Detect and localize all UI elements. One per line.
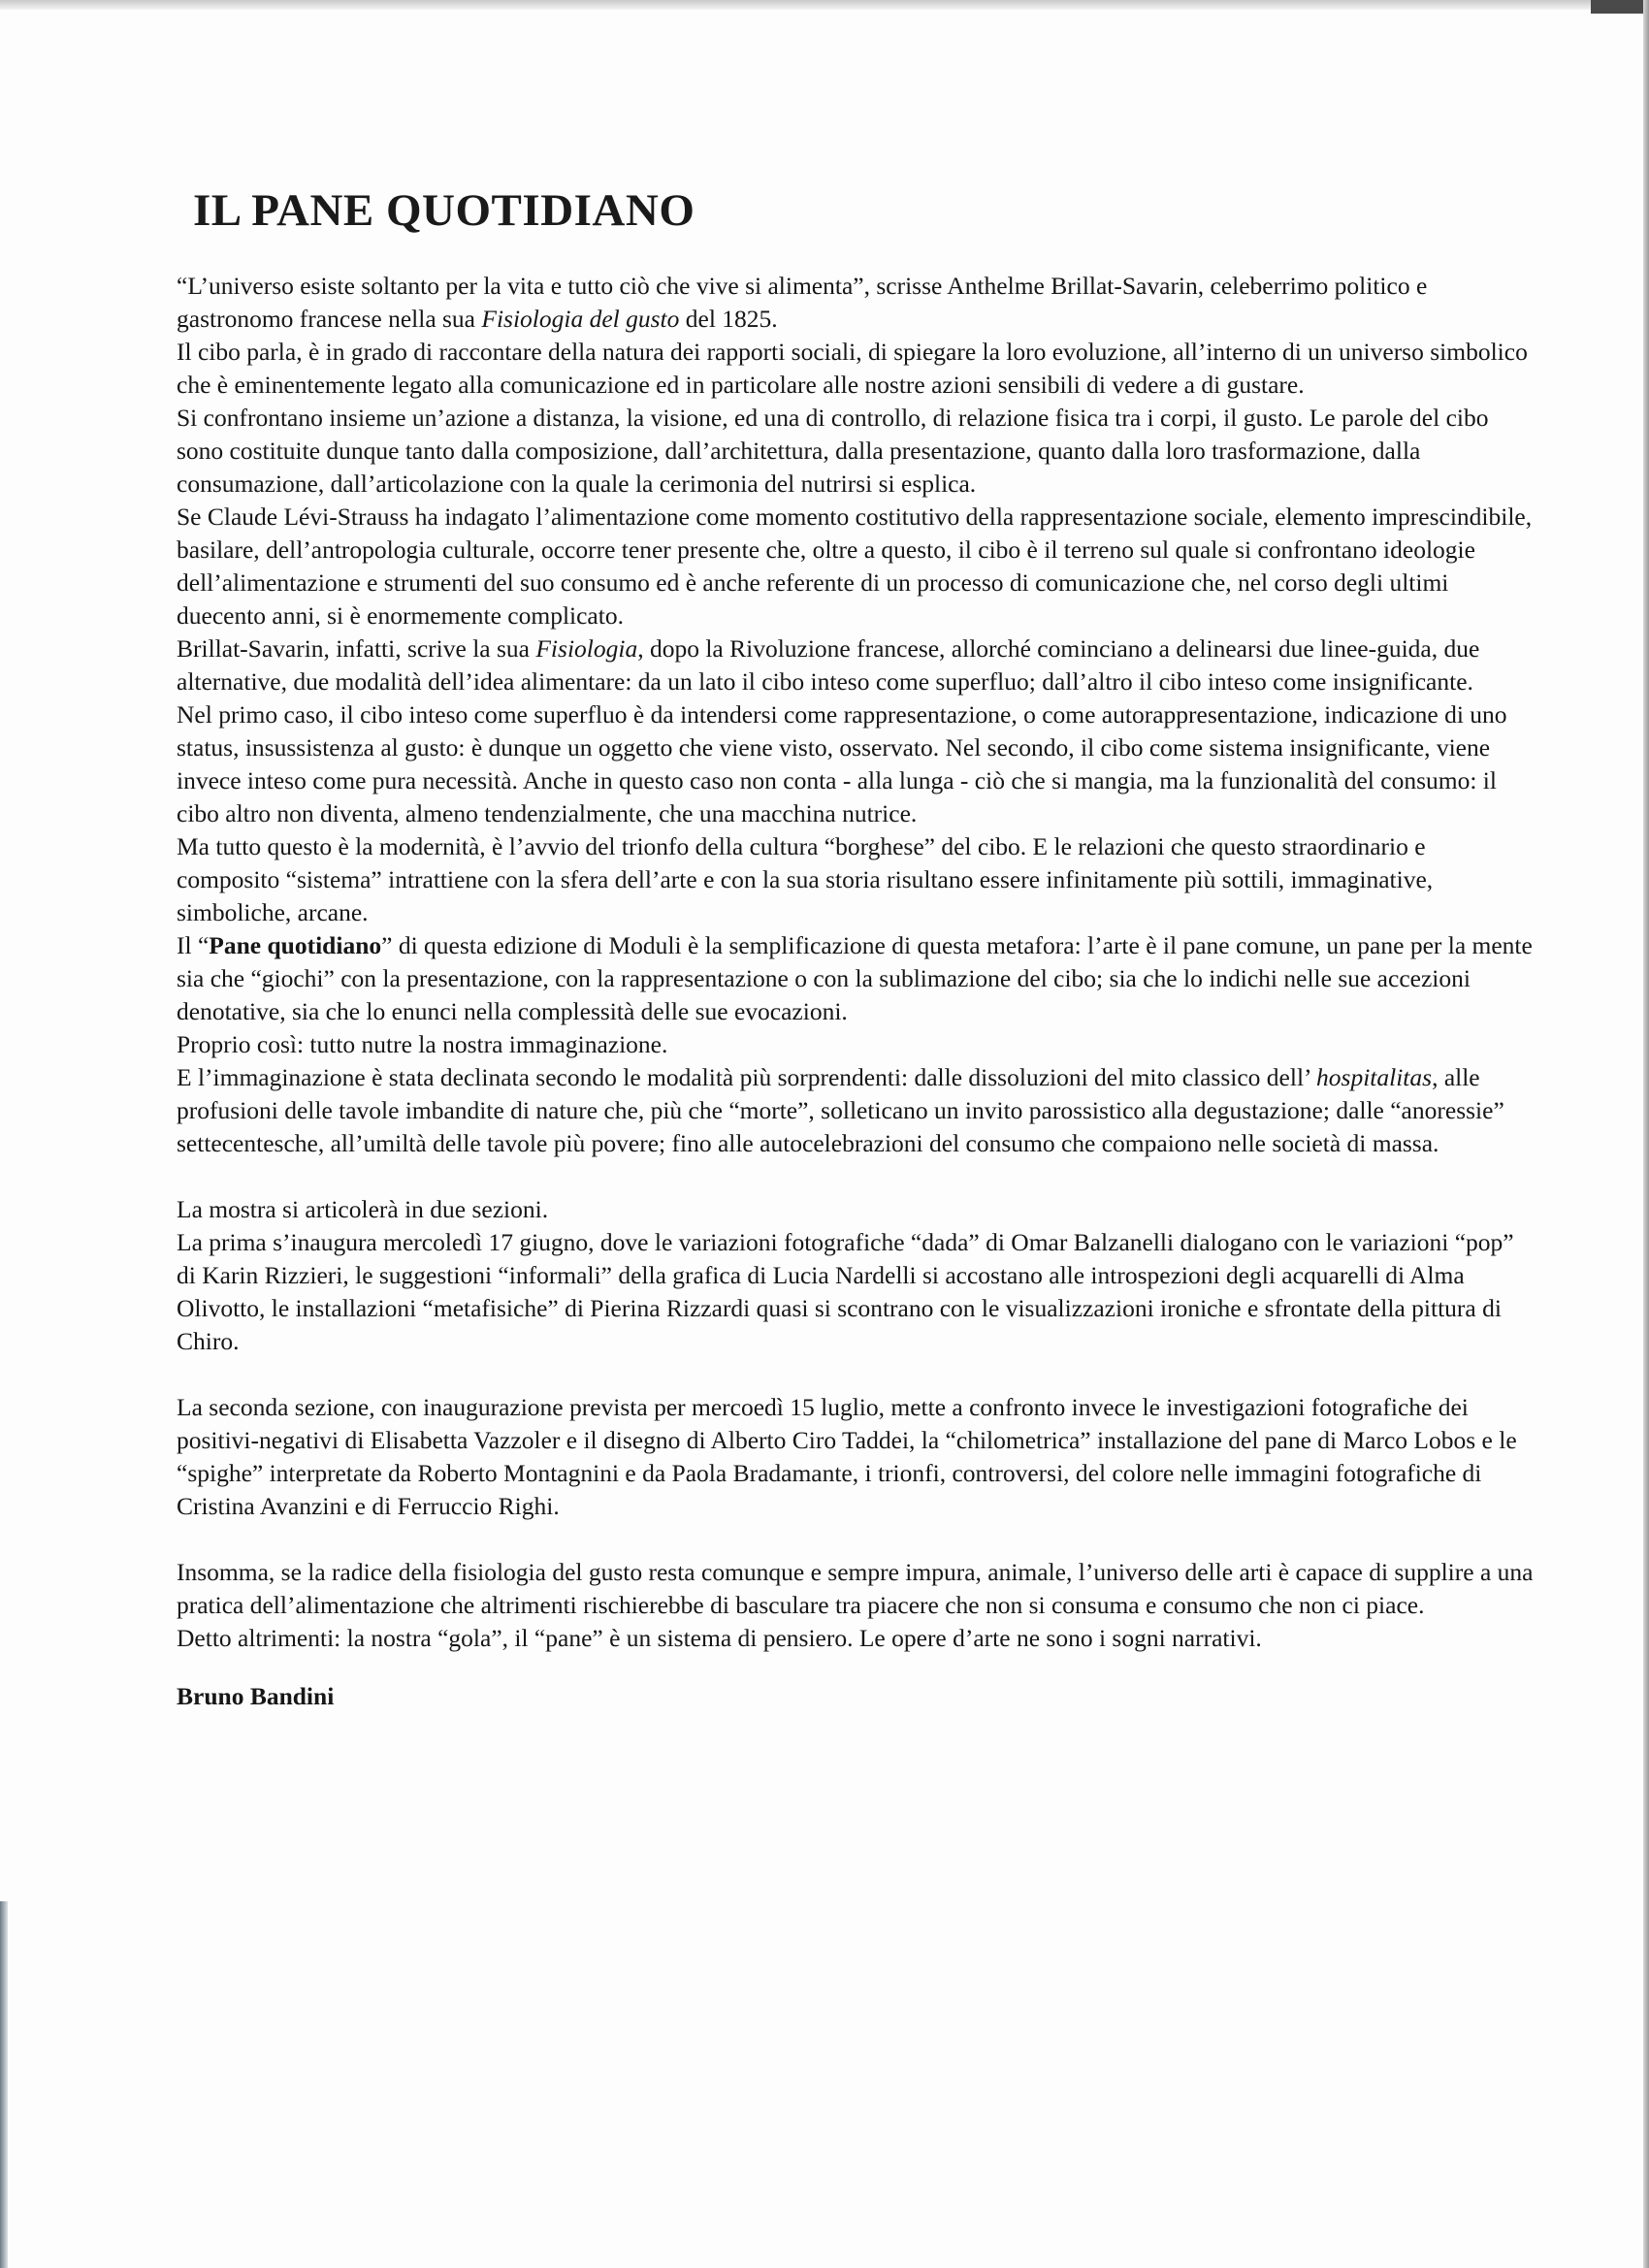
paragraph xyxy=(177,698,1535,830)
text-run: Il “ xyxy=(177,931,210,959)
paragraph xyxy=(177,1028,1535,1061)
text-run: Proprio così: tutto nutre la nostra immaginazione. xyxy=(177,1030,668,1058)
paragraph xyxy=(177,1622,1535,1655)
scan-left-edge xyxy=(0,1901,8,2268)
document-title: IL PANE QUOTIDIANO xyxy=(193,185,695,236)
text-run: Brillat-Savarin, infatti, scrive la sua xyxy=(177,634,536,663)
italic-text: Fisiologia del gusto xyxy=(481,305,680,333)
paragraph xyxy=(177,1226,1535,1358)
paragraph xyxy=(177,402,1535,501)
text-run: Ma tutto questo è la modernità, è l’avvio del trionfo della cultura “borghese” del cibo. E le relazioni che questo straordinario e composito “sistema” intrattiene con la sfera dell’arte e con la sua storia risultano essere infinitamente più sottili, immaginative, simboliche, arcane. xyxy=(177,832,1434,926)
paragraph-gap xyxy=(177,1523,1535,1556)
paragraph-gap xyxy=(177,1160,1535,1193)
italic-text: hospitalitas xyxy=(1316,1063,1433,1091)
text-run: Insomma, se la radice della fisiologia del gusto resta comunque e sempre impura, animale, l’universo delle arti è capace di supplire a una pratica dell’alimentazione che altrimenti rischierebbe di basculare tra piacere che non si consuma e consumo che non ci piace. xyxy=(177,1558,1534,1619)
paragraph xyxy=(177,270,1535,336)
scan-right-edge xyxy=(1643,0,1649,2268)
paragraph xyxy=(177,336,1535,402)
document-body xyxy=(177,184,1535,1711)
text-run: La prima s’inaugura mercoledì 17 giugno, dove le variazioni fotografiche “dada” di Omar Balzanelli dialogano con le variazioni “pop” di Karin Rizzieri, le suggestioni “informali” della grafica di Lucia Nardelli si accostano alle introspezioni degli acquarelli di Alma Olivotto, le installazioni “metafisiche” di Pierina Rizzardi quasi si scontrano con le visualizzazioni ironiche e sfrontate della pittura di Chiro. xyxy=(177,1228,1514,1355)
scan-top-edge xyxy=(0,0,1649,10)
paragraph-list xyxy=(177,270,1535,1655)
bold-text: Pane quotidiano xyxy=(209,931,382,959)
text-run: Si confrontano insieme un’azione a distanza, la visione, ed una di controllo, di relazione fisica tra i corpi, il gusto. Le parole del cibo sono costituite dunque tanto dalla composizione, dall’architettura, dalla presentazione, quanto dalla loro trasformazione, dalla consumazione, dall’articolazione con la quale la cerimonia del nutrirsi si esplica. xyxy=(177,404,1489,498)
text-run: E l’immaginazione è stata declinata secondo le modalità più sorprendenti: dalle dissoluzioni del mito classico dell’ xyxy=(177,1063,1317,1091)
text-run: La seconda sezione, con inaugurazione prevista per mercoedì 15 luglio, mette a confronto invece le investigazioni fotografiche dei positivi-negativi di Elisabetta Vazzoler e il disegno di Alberto Ciro Taddei, la “chilometrica” installazione del pane di Marco Lobos e le “spighe” interpretate da Roberto Montagnini e da Paola Bradamante, i trionfi, controversi, del colore nelle immagini fotografiche di Cristina Avanzini e di Ferruccio Righi. xyxy=(177,1393,1517,1520)
text-run: ” di questa edizione di Moduli è la semplificazione di questa metafora: l’arte è il pane comune, un pane per la mente sia che “giochi” con la presentazione, con la rappresentazione o con la sublimazione del cibo; sia che lo indichi nelle sue accezioni denotative, sia che lo enunci nella complessità delle sue evocazioni. xyxy=(177,931,1533,1025)
paragraph xyxy=(177,1193,1535,1226)
paragraph xyxy=(177,1061,1535,1160)
text-run: La mostra si articolerà in due sezioni. xyxy=(177,1195,549,1223)
text-run: Il cibo parla, è in grado di raccontare della natura dei rapporti sociali, di spiegare la loro evoluzione, all’interno di un universo simbolico che è eminentemente legato alla comunicazione ed in particolare alle nostre azioni sensibili di vedere a di gustare. xyxy=(177,338,1528,399)
paragraph xyxy=(177,929,1535,1028)
paragraph xyxy=(177,1556,1535,1622)
text-run: del 1825. xyxy=(679,305,778,333)
italic-text: Fisiologia xyxy=(535,634,638,663)
paragraph xyxy=(177,632,1535,698)
paragraph-gap xyxy=(177,1358,1535,1391)
text-run: , dopo la Rivoluzione francese, allorché cominciano a delinearsi due linee-guida, due alternative, due modalità dell’idea alimentare: da un lato il cibo inteso come superfluo; dall’altro il cibo inteso come insignificante. xyxy=(177,634,1480,696)
text-run: “L’universo esiste soltanto per la vita e tutto ciò che vive si alimenta”, scrisse Anthelme Brillat-Savarin, celeberrimo politico e gastronomo francese nella sua xyxy=(177,272,1428,333)
paragraph xyxy=(177,1391,1535,1523)
paragraph xyxy=(177,830,1535,929)
text-run: Se Claude Lévi-Strauss ha indagato l’alimentazione come momento costitutivo della rappresentazione sociale, elemento imprescindibile, basilare, dell’antropologia culturale, occorre tener presente che, oltre a questo, il cibo è il terreno sul quale si confrontano ideologie dell’alimentazione e strumenti del suo consumo ed è anche referente di un processo di comunicazione che, nel corso degli ultimi duecento anni, si è enormemente complicato. xyxy=(177,502,1533,630)
text-run: , alle profusioni delle tavole imbandite di nature che, più che “morte”, solleticano un invito parossistico alla degustazione; dalle “anoressie” settecentesche, all’umiltà delle tavole più povere; fino alle autocelebrazioni del consumo che compaiono nelle società di massa. xyxy=(177,1063,1504,1157)
paragraph xyxy=(177,501,1535,632)
scan-corner-artifact xyxy=(1591,0,1649,14)
text-run: Nel primo caso, il cibo inteso come superfluo è da intendersi come rappresentazione, o come autorappresentazione, indicazione di uno status, insussistenza al gusto: è dunque un oggetto che viene visto, osservato. Nel secondo, il cibo come sistema insignificante, viene invece inteso come pura necessità. Anche in questo caso non conta - alla lunga - ciò che si mangia, ma la funzionalità del consumo: il cibo altro non diventa, almeno tendenzialmente, che una macchina nutrice. xyxy=(177,700,1507,827)
author-signature: Bruno Bandini xyxy=(177,1682,335,1710)
text-run: Detto altrimenti: la nostra “gola”, il “pane” è un sistema di pensiero. Le opere d’arte ne sono i sogni narrativi. xyxy=(177,1624,1262,1652)
